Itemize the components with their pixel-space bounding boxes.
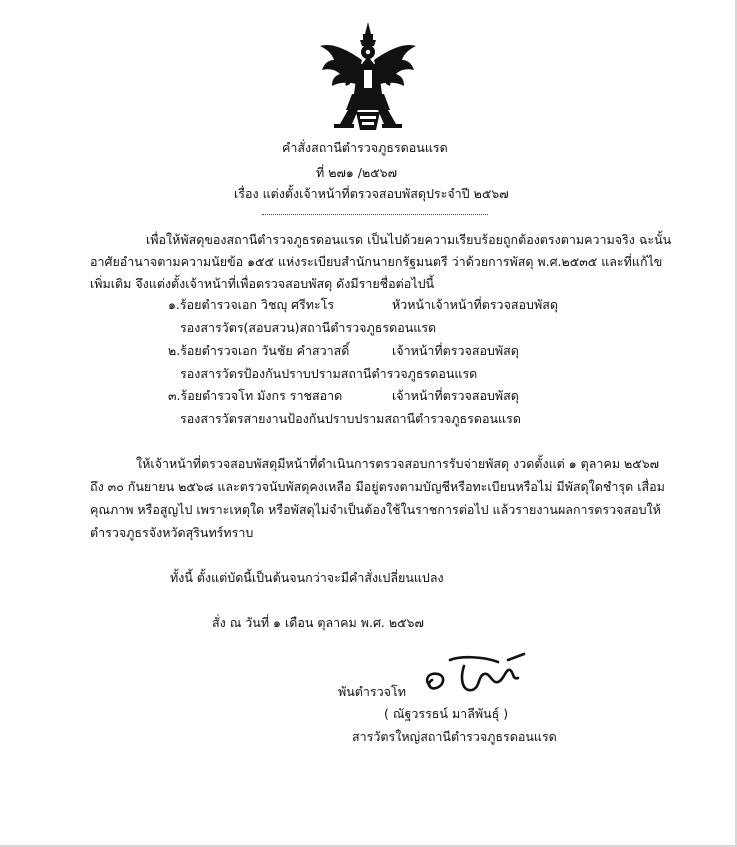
signer-rank: พันตำรวจโท <box>338 684 406 699</box>
date-line: สั่ง ณ วันที่ ๑ เดือน ตุลาคม พ.ศ. ๒๕๖๗ <box>212 615 424 630</box>
separator-line <box>262 214 488 215</box>
paragraph1-line: เพื่อให้พัสดุของสถานีตำรวจภูธรดอนแรด เป็นไปด้วยความเรียบร้อยถูกต้องตรงตามความจริง ฉะนั้น <box>146 232 672 247</box>
signer-title: สารวัตรใหญ่สถานีตำรวจภูธรดอนแรด <box>352 729 557 744</box>
paragraph2-line: คุณภาพ หรือสูญไป เพราะเหตุใด หรือพัสดุไม่จำเป็นต้องใช้ในราชการต่อไป แล้วรายงานผลการตรวจสอบให้ <box>90 502 661 517</box>
officer-role: เจ้าหน้าที่ตรวจสอบพัสดุ <box>392 388 519 403</box>
officer-name: ๓.ร้อยตำรวจโท มังกร ราชสอาด <box>168 388 343 403</box>
paragraph2-line: ถึง ๓๐ กันยายน ๒๕๖๘ และตรวจนับพัสดุคงเหลือ มีอยู่ตรงตามบัญชีหรือทะเบียนหรือไม่ มีพัสดุใดชำรุด เสื่อม <box>90 479 665 494</box>
officer-role: หัวหน้าเจ้าหน้าที่ตรวจสอบพัสดุ <box>392 297 558 312</box>
effective-clause: ทั้งนี้ ตั้งแต่บัดนี้เป็นต้นจนกว่าจะมีคำสั่งเปลี่ยนแปลง <box>170 570 444 585</box>
paragraph1-line: เพิ่มเติม จึงแต่งตั้งเจ้าหน้าที่เพื่อตรวจสอบพัสดุ ดังมีรายชื่อต่อไปนี้ <box>90 276 435 291</box>
officer-position: รองสารวัตรสายงานป้องกันปราบปรามสถานีตำรวจภูธรดอนแรด <box>180 411 521 426</box>
officer-position: รองสารวัตร(สอบสวน)สถานีตำรวจภูธรดอนแรด <box>180 320 437 335</box>
paragraph1-line: อาศัยอำนาจตามความนัยข้อ ๑๕๕ แห่งระเบียบสำนักนายกรัฐมนตรี ว่าด้วยการพัสดุ พ.ศ.๒๕๓๕ และที่แก้ไข <box>90 254 663 269</box>
paragraph2-line: ตำรวจภูธรจังหวัดสุรินทร์ทราบ <box>90 525 254 540</box>
order-number: ที่ ๒๗๑ /๒๕๖๗ <box>316 165 398 180</box>
officer-name: ๑.ร้อยตำรวจเอก วิชญุ ศรีทะโร <box>168 297 335 312</box>
order-subject: เรื่อง แต่งตั้งเจ้าหน้าที่ตรวจสอบพัสดุประจำปี ๒๕๖๗ <box>234 186 509 201</box>
signer-name: ( ณัฐวรรธน์ มาลีพันธุ์ ) <box>384 706 509 721</box>
garuda-emblem-icon <box>318 20 418 136</box>
officer-name: ๒.ร้อยตำรวจเอก วันชัย คำสวาสดิ์ <box>168 343 350 358</box>
paragraph2-line: ให้เจ้าหน้าที่ตรวจสอบพัสดุมีหน้าที่ดำเนินการตรวจสอบการรับจ่ายพัสดุ งวดตั้งแต่ ๑ ตุลาคม ๒๕๖๗ <box>136 456 660 471</box>
order-title: คำสั่งสถานีตำรวจภูธรดอนแรด <box>282 140 448 155</box>
handwritten-signature <box>420 650 530 705</box>
officer-role: เจ้าหน้าที่ตรวจสอบพัสดุ <box>392 343 519 358</box>
officer-position: รองสารวัตรป้องกันปราบปรามสถานีตำรวจภูธรดอนแรด <box>180 366 478 381</box>
